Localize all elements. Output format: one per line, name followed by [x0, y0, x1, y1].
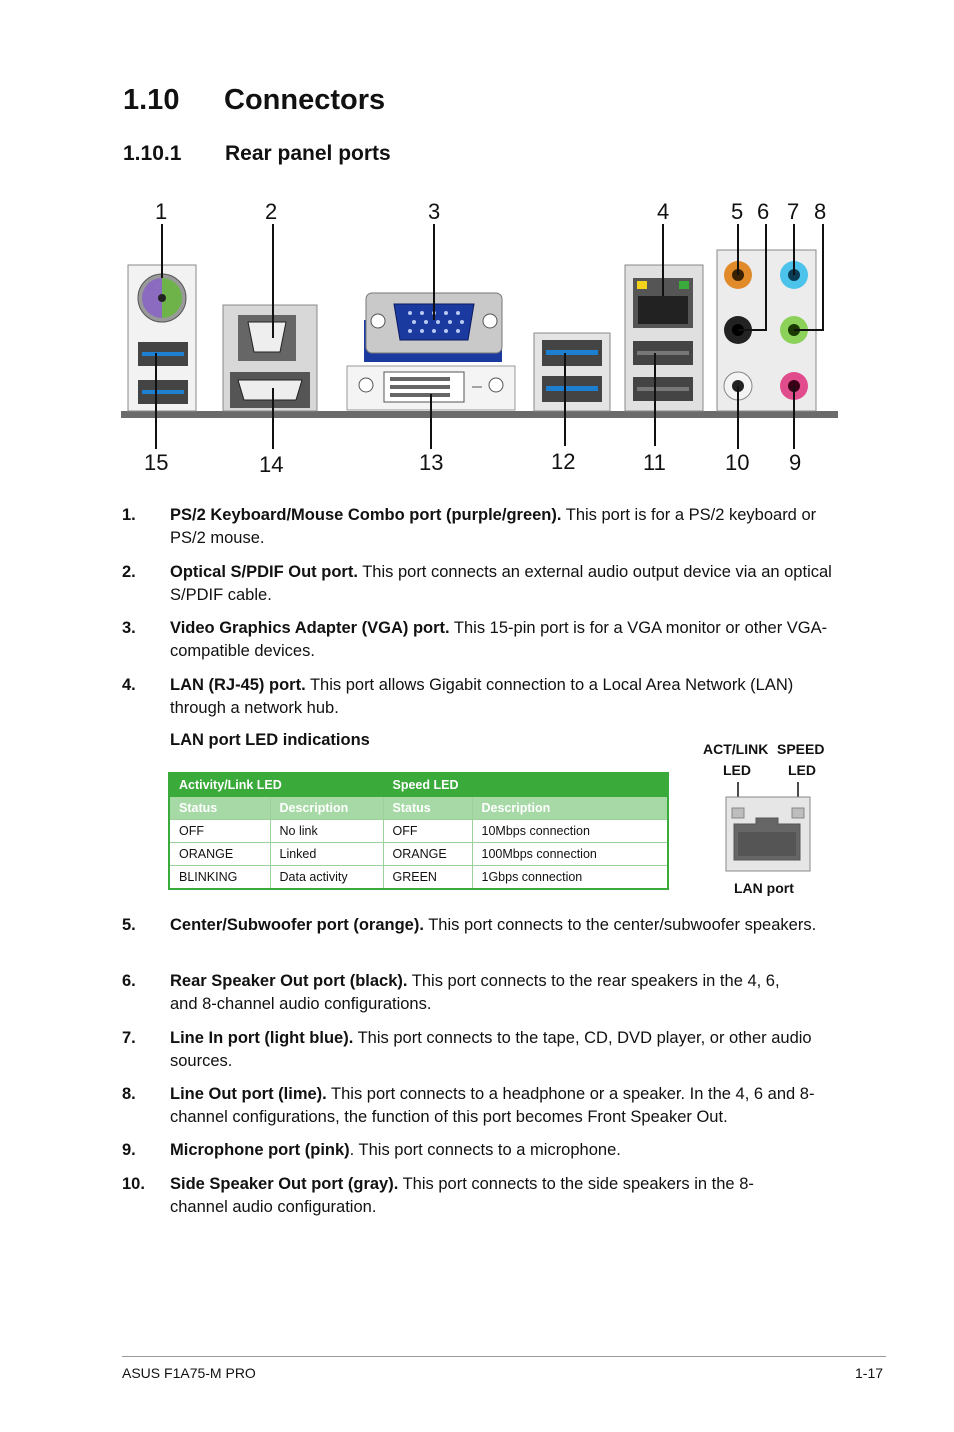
table-row: OFF No link OFF 10Mbps connection — [169, 820, 668, 843]
act-link-label: ACT/LINK — [703, 741, 769, 757]
subsection-heading — [123, 142, 391, 166]
list-item: 4. LAN (RJ-45) port. This port allows Gigabit connection to a Local Area Network (LAN) through a network hub. — [122, 676, 794, 717]
list-item: 1. PS/2 Keyboard/Mouse Combo port (purple/green). This port is for a PS/2 keyboard or PS/2 mouse. — [122, 506, 817, 547]
led-indications-heading: LAN port LED indications — [170, 731, 370, 749]
list-item: 6. Rear Speaker Out port (black). This port connects to the rear speakers in the 4, 6, and 8-channel audio configurations. — [122, 972, 780, 1013]
led-table-column-header: Status Description Status Description — [169, 797, 668, 820]
led-table-group-header — [169, 773, 668, 797]
footer-product: ASUS F1A75-M PRO — [122, 1365, 256, 1381]
callout-14: 14 — [259, 452, 284, 477]
list-item: 3. Video Graphics Adapter (VGA) port. This 15-pin port is for a VGA monitor or other VGA-compatible devices. — [122, 619, 828, 660]
list-item: 5. Center/Subwoofer port (orange). This port connects to the center/subwoofer speakers. — [122, 916, 817, 934]
subsection-title: Rear panel ports — [225, 142, 391, 165]
group-speed: Speed LED — [383, 773, 668, 797]
callout-5: 5 — [731, 199, 744, 224]
callout-3: 3 — [428, 199, 441, 224]
subsection-number: 1.10.1 — [123, 142, 182, 165]
callout-10: 10 — [725, 450, 750, 475]
lan-port-figure — [720, 780, 815, 875]
callout-1: 1 — [155, 199, 168, 224]
speed-label: SPEED — [777, 741, 825, 757]
led-table — [168, 772, 669, 890]
callout-12: 12 — [551, 449, 576, 474]
rear-panel-diagram — [110, 220, 850, 455]
list-item: 7. Line In port (light blue). This port connects to the tape, CD, DVD player, or other audio sources. — [122, 1029, 812, 1070]
callout-13: 13 — [419, 450, 444, 475]
section-heading — [123, 84, 385, 117]
section-number: 1.10 — [123, 84, 180, 116]
callout-4: 4 — [657, 199, 670, 224]
callout-2: 2 — [265, 199, 278, 224]
callout-11: 11 — [643, 450, 666, 475]
act-led-label: LED — [723, 762, 751, 778]
table-row: ORANGE Linked ORANGE 100Mbps connection — [169, 843, 668, 866]
callout-7: 7 — [787, 199, 800, 224]
group-activity-link: Activity/Link LED — [169, 773, 383, 797]
callout-8: 8 — [814, 199, 827, 224]
section-title: Connectors — [224, 84, 386, 116]
speed-led-label: LED — [788, 762, 816, 778]
lan-port-caption: LAN port — [734, 880, 794, 896]
list-item: 9. Microphone port (pink). This port connects to a microphone. — [122, 1141, 621, 1159]
list-item: 8. Line Out port (lime). This port connects to a headphone or a speaker. In the 4, 6 and 8-channel configurations, the function of this port becomes Front Speaker Out. — [122, 1085, 815, 1126]
callout-9: 9 — [789, 450, 802, 475]
list-item: 10. Side Speaker Out port (gray). This port connects to the side speakers in the 8-channel audio configuration. — [122, 1175, 754, 1216]
callout-6: 6 — [757, 199, 770, 224]
list-item: 2. Optical S/PDIF Out port. This port connects an external audio output device via an optical S/PDIF cable. — [122, 563, 832, 604]
page-number: 1-17 — [855, 1365, 884, 1381]
panel-baseline — [121, 411, 838, 418]
callout-15: 15 — [144, 450, 169, 475]
table-row: BLINKING Data activity GREEN 1Gbps connection — [169, 866, 668, 890]
footer-divider — [122, 1356, 886, 1357]
